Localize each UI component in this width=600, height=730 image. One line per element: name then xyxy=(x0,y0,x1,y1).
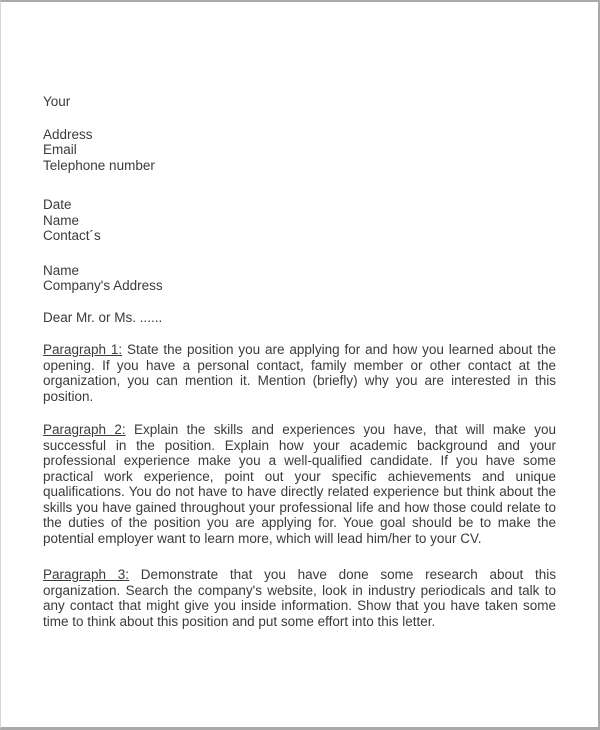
paragraph-1 xyxy=(43,342,556,404)
sender-intro-line: Your xyxy=(43,94,71,109)
sender-phone-line: Telephone number xyxy=(43,157,155,173)
company-name-line: Name xyxy=(43,262,80,278)
paragraph-3-body: Demonstrate that you have done some research about this organization. Search the company's website, look in industry periodicals and talk to any contact that might give you inside information. Show that you have taken some time to think about this position and put some effort into this letter. xyxy=(43,567,556,629)
company-block xyxy=(43,263,556,294)
sender-email-line: Email xyxy=(43,142,77,157)
contact-name-line: Name xyxy=(43,212,80,228)
paragraph-1-body: State the position you are applying for and how you learned about the opening. If you have a personal contact, family member or other contact at the organization, you can mention it. Mention (briefly) why you are interested in this position. xyxy=(43,342,556,404)
contact-line: Contact´s xyxy=(43,228,101,243)
paragraph-3 xyxy=(43,567,556,629)
paragraph-2-body: Explain the skills and experiences you have, that will make you successful in the position. Explain how your academic background and your professional experience make you a well-qualified candidate. If you have some practical work experience, point out your specific achievements and unique qualifications. You do not have to have directly related experience but think about the skills you have gained throughout your professional life and how those could relate to the duties of the position you are applying for. Youe goal should be to make the potential employer want to learn more, which will lead him/her to your CV. xyxy=(43,422,557,546)
paragraph-1-label: Paragraph 1: xyxy=(43,342,123,357)
date-line: Date xyxy=(43,197,72,212)
sender-block xyxy=(43,127,556,174)
company-address-line: Company's Address xyxy=(43,278,163,293)
paragraph-2 xyxy=(43,422,556,546)
paragraph-2-label: Paragraph 2: xyxy=(43,422,126,437)
letter-content xyxy=(1,2,598,643)
salutation-line: Dear Mr. or Ms. ...... xyxy=(43,309,163,325)
sender-address-line: Address xyxy=(43,126,93,142)
date-block xyxy=(43,197,556,244)
paragraph-3-label: Paragraph 3: xyxy=(43,567,130,582)
